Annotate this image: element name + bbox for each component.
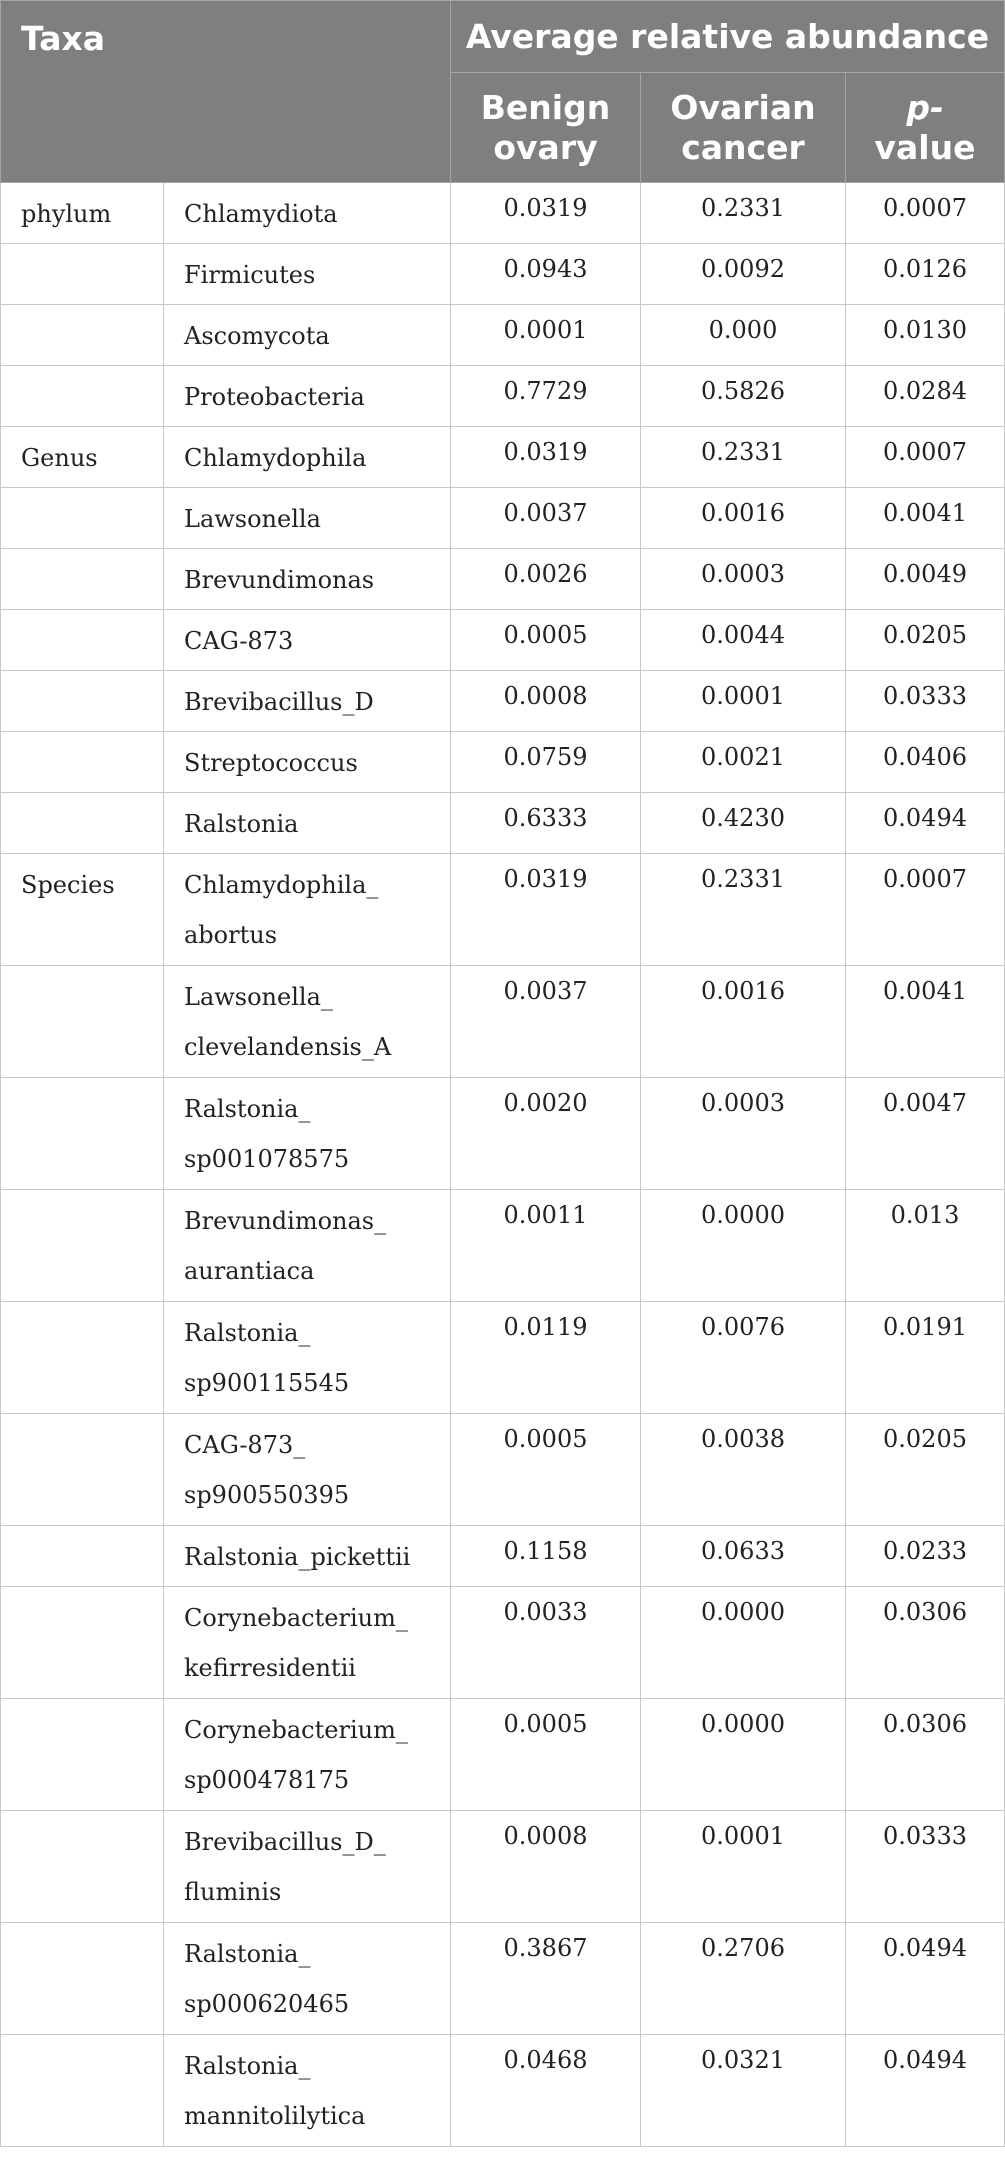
taxon-name [164,1414,451,1526]
benign-abundance-cell: 0.0005 [451,1699,641,1811]
taxon-name [164,1302,451,1414]
table-header [1,1,1005,183]
benign-abundance-cell: 0.3867 [451,1923,641,2035]
taxon-name-line: Corynebacterium_ [184,1604,408,1632]
taxon-level [1,793,164,854]
table-row [1,1587,1005,1699]
taxon-name [164,732,451,793]
table-row [1,305,1005,366]
taxon-name-line: sp001078575 [184,1145,350,1173]
table-row [1,427,1005,488]
table-row [1,2035,1005,2147]
taxon-name-line: Chlamydophila [184,444,367,472]
taxon-name-line: Streptococcus [184,749,358,777]
p-value-cell: 0.0494 [846,1923,1005,2035]
table-row [1,966,1005,1078]
taxon-name-line: Corynebacterium_ [184,1716,408,1744]
taxon-name-line: fluminis [184,1878,282,1906]
benign-abundance-cell: 0.0759 [451,732,641,793]
cancer-abundance-cell: 0.2331 [641,854,846,966]
benign-abundance-cell: 0.0119 [451,1302,641,1414]
taxon-name-line: Ralstonia_ [184,1940,311,1968]
taxon-name-line: Ascomycota [184,322,330,350]
p-value-cell: 0.0406 [846,732,1005,793]
benign-abundance-cell: 0.0319 [451,427,641,488]
p-value-cell: 0.0130 [846,305,1005,366]
cancer-abundance-cell: 0.0321 [641,2035,846,2147]
taxon-level [1,1078,164,1190]
taxon-name [164,1526,451,1587]
taxon-name-line: Chlamydophila_ [184,871,379,899]
p-value-cell: 0.0041 [846,966,1005,1078]
taxon-level [1,1923,164,2035]
taxon-name [164,1190,451,1302]
table-row [1,1923,1005,2035]
cancer-abundance-cell: 0.0044 [641,610,846,671]
taxon-name-line: CAG-873 [184,627,294,655]
benign-abundance-cell: 0.1158 [451,1526,641,1587]
table-row [1,1414,1005,1526]
taxon-level [1,1811,164,1923]
benign-abundance-cell: 0.6333 [451,793,641,854]
p-value-cell: 0.0494 [846,793,1005,854]
table-row [1,549,1005,610]
benign-abundance-cell: 0.0037 [451,488,641,549]
table-row [1,1190,1005,1302]
cancer-abundance-cell: 0.0016 [641,488,846,549]
taxon-name-line: Ralstonia [184,810,299,838]
taxon-name-line: aurantiaca [184,1257,315,1285]
benign-abundance-cell: 0.0005 [451,1414,641,1526]
taxon-name [164,671,451,732]
table-row [1,1078,1005,1190]
header-p-value: p- value [846,73,1005,183]
cancer-abundance-cell: 0.0003 [641,1078,846,1190]
taxon-level: phylum [1,183,164,244]
taxon-name-line: Ralstonia_ [184,2052,311,2080]
taxon-name-line: Ralstonia_ [184,1095,311,1123]
p-value-cell: 0.0233 [846,1526,1005,1587]
taxon-name [164,966,451,1078]
taxon-name-line: sp900115545 [184,1369,350,1397]
cancer-abundance-cell: 0.0076 [641,1302,846,1414]
benign-abundance-cell: 0.0943 [451,244,641,305]
taxon-level [1,366,164,427]
cancer-abundance-cell: 0.2706 [641,1923,846,2035]
taxon-name-line: Chlamydiota [184,200,338,228]
table-row [1,793,1005,854]
header-average-relative-abundance: Average relative abundance [451,1,1005,73]
taxon-name-line: kefirresidentii [184,1654,356,1682]
taxon-level [1,610,164,671]
taxon-level [1,966,164,1078]
p-value-cell: 0.0007 [846,854,1005,966]
taxon-name [164,793,451,854]
p-value-cell: 0.0041 [846,488,1005,549]
taxon-level [1,1190,164,1302]
p-value-cell: 0.0049 [846,549,1005,610]
taxon-level: Species [1,854,164,966]
header-ovarian-cancer: Ovarian cancer [641,73,846,183]
cancer-abundance-cell: 0.0001 [641,1811,846,1923]
taxon-name [164,427,451,488]
p-value-cell: 0.0126 [846,244,1005,305]
cancer-abundance-cell: 0.2331 [641,183,846,244]
taxon-name [164,183,451,244]
table-row [1,610,1005,671]
taxon-level [1,1302,164,1414]
taxon-name-line: Brevundimonas_ [184,1207,387,1235]
benign-abundance-cell: 0.0001 [451,305,641,366]
header-taxa: Taxa [1,1,451,183]
cancer-abundance-cell: 0.5826 [641,366,846,427]
taxon-name-line: sp900550395 [184,1481,350,1509]
taxon-level [1,305,164,366]
taxon-name [164,1587,451,1699]
taxon-name-line: CAG-873_ [184,1431,306,1459]
taxon-name-line: clevelandensis_A [184,1033,392,1061]
p-value-cell: 0.0284 [846,366,1005,427]
p-value-cell: 0.013 [846,1190,1005,1302]
taxon-level [1,1414,164,1526]
table-row [1,183,1005,244]
taxon-name [164,610,451,671]
benign-abundance-cell: 0.0319 [451,183,641,244]
benign-abundance-cell: 0.0020 [451,1078,641,1190]
taxon-level [1,1587,164,1699]
table-row [1,1526,1005,1587]
table-row [1,244,1005,305]
cancer-abundance-cell: 0.0001 [641,671,846,732]
taxon-name [164,366,451,427]
benign-abundance-cell: 0.7729 [451,366,641,427]
table-row [1,488,1005,549]
cancer-abundance-cell: 0.0016 [641,966,846,1078]
taxon-level [1,1699,164,1811]
taxon-name [164,1923,451,2035]
taxon-name-line: Proteobacteria [184,383,365,411]
table-row [1,366,1005,427]
benign-abundance-cell: 0.0037 [451,966,641,1078]
taxon-level [1,488,164,549]
cancer-abundance-cell: 0.0000 [641,1699,846,1811]
p-value-cell: 0.0047 [846,1078,1005,1190]
taxon-name-line: sp000620465 [184,1990,350,2018]
cancer-abundance-cell: 0.0000 [641,1190,846,1302]
cancer-abundance-cell: 0.2331 [641,427,846,488]
taxon-name [164,549,451,610]
p-value-cell: 0.0205 [846,1414,1005,1526]
taxon-level [1,732,164,793]
taxon-name [164,1811,451,1923]
cancer-abundance-cell: 0.0003 [641,549,846,610]
cancer-abundance-cell: 0.0092 [641,244,846,305]
cancer-abundance-cell: 0.4230 [641,793,846,854]
cancer-abundance-cell: 0.0021 [641,732,846,793]
benign-abundance-cell: 0.0033 [451,1587,641,1699]
table-row [1,671,1005,732]
taxon-name-line: Ralstonia_ [184,1319,311,1347]
taxon-name-line: Ralstonia_pickettii [184,1543,411,1571]
benign-abundance-cell: 0.0319 [451,854,641,966]
taxon-name-line: Lawsonella [184,505,321,533]
taxon-name-line: Brevundimonas [184,566,375,594]
benign-abundance-cell: 0.0468 [451,2035,641,2147]
taxon-level [1,2035,164,2147]
cancer-abundance-cell: 0.0633 [641,1526,846,1587]
taxon-level [1,671,164,732]
p-value-cell: 0.0007 [846,427,1005,488]
taxon-name-line: sp000478175 [184,1766,350,1794]
table-row [1,1302,1005,1414]
cancer-abundance-cell: 0.0000 [641,1587,846,1699]
taxon-name [164,244,451,305]
benign-abundance-cell: 0.0011 [451,1190,641,1302]
taxon-name-line: mannitolilytica [184,2102,366,2130]
taxon-name [164,305,451,366]
taxon-level [1,1526,164,1587]
taxon-name-line: Brevibacillus_D_ [184,1828,386,1856]
table-row [1,732,1005,793]
taxon-name-line: Firmicutes [184,261,316,289]
table-body [1,183,1005,2147]
taxon-name [164,488,451,549]
taxon-name [164,1699,451,1811]
cancer-abundance-cell: 0.0038 [641,1414,846,1526]
benign-abundance-cell: 0.0005 [451,610,641,671]
taxon-name-line: Lawsonella_ [184,983,333,1011]
p-value-cell: 0.0007 [846,183,1005,244]
cancer-abundance-cell: 0.000 [641,305,846,366]
taxon-name [164,2035,451,2147]
taxon-name [164,854,451,966]
benign-abundance-cell: 0.0026 [451,549,641,610]
p-value-cell: 0.0333 [846,1811,1005,1923]
taxon-name-line: Brevibacillus_D [184,688,374,716]
table-row [1,854,1005,966]
p-value-cell: 0.0306 [846,1699,1005,1811]
p-value-cell: 0.0191 [846,1302,1005,1414]
taxon-name-line: abortus [184,921,278,949]
taxon-level [1,549,164,610]
taxon-level [1,244,164,305]
benign-abundance-cell: 0.0008 [451,671,641,732]
table-row [1,1811,1005,1923]
taxon-name [164,1078,451,1190]
p-value-cell: 0.0333 [846,671,1005,732]
taxon-level: Genus [1,427,164,488]
p-value-cell: 0.0494 [846,2035,1005,2147]
benign-abundance-cell: 0.0008 [451,1811,641,1923]
header-benign-ovary: Benign ovary [451,73,641,183]
p-value-cell: 0.0306 [846,1587,1005,1699]
table-row [1,1699,1005,1811]
p-value-cell: 0.0205 [846,610,1005,671]
